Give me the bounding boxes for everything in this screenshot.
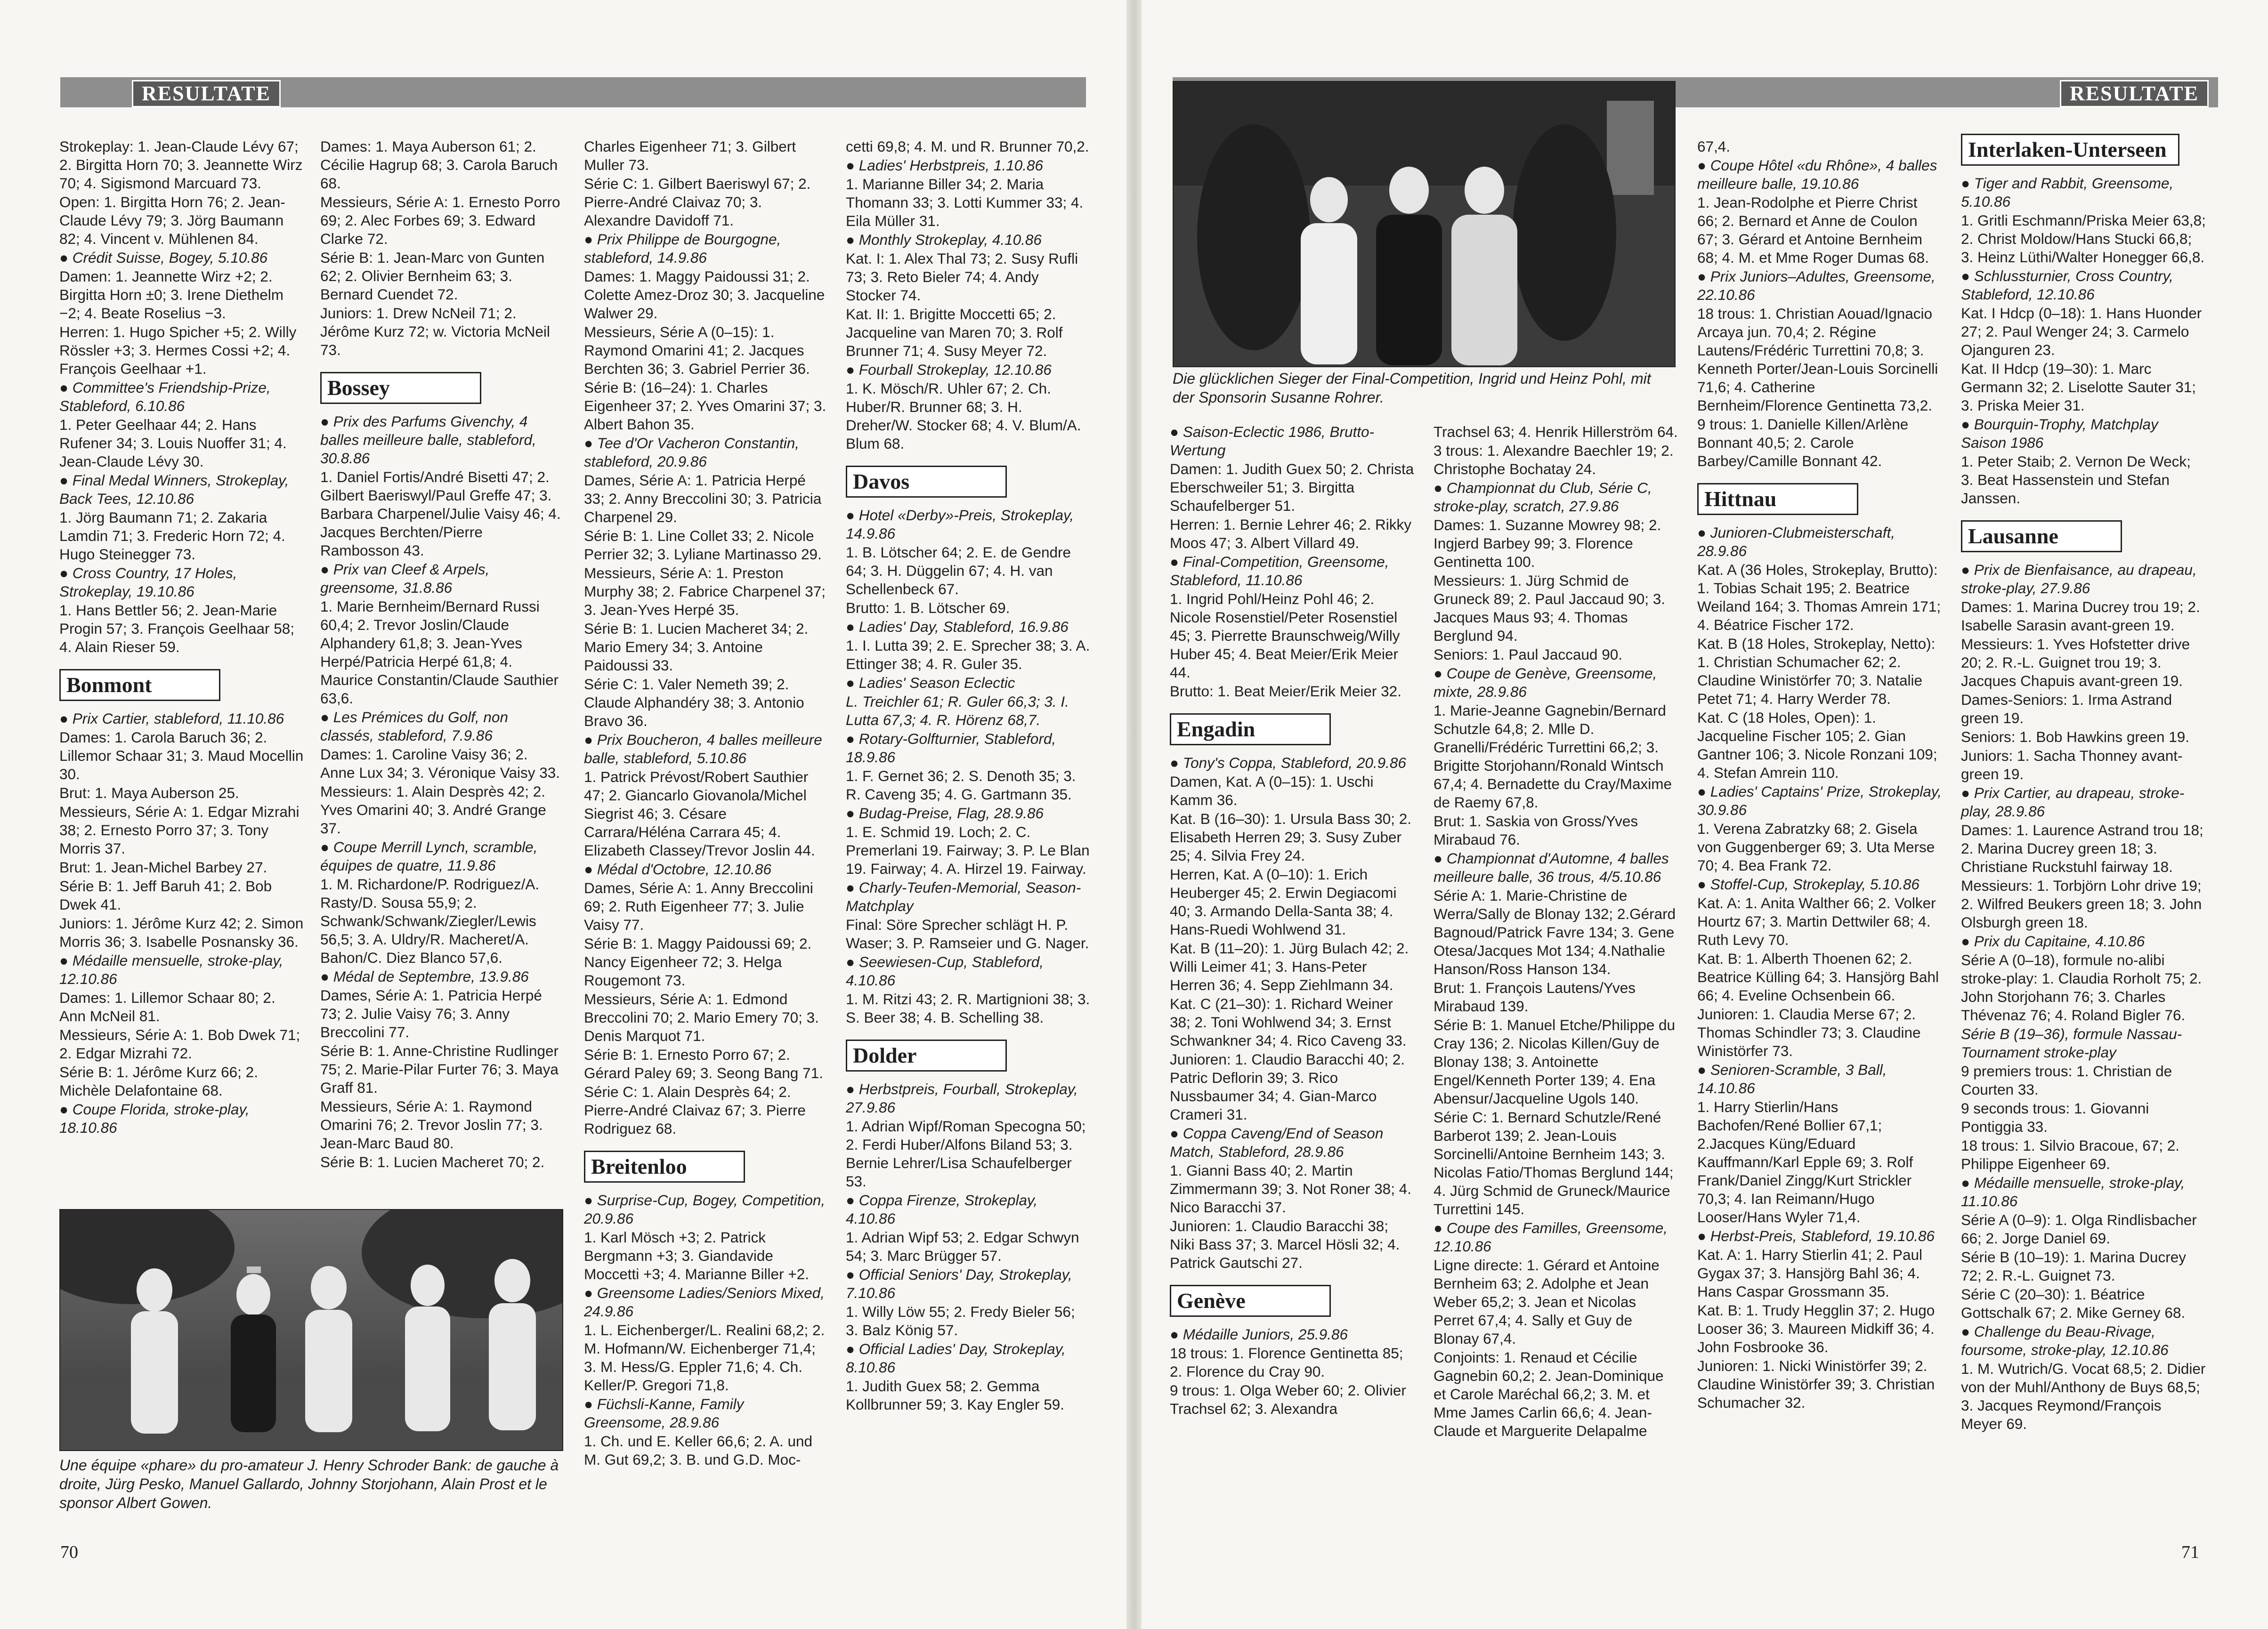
- text-block: Final: Söre Sprecher schlägt H. P. Waser; 3. P. Ramseier und G. Nager.: [846, 916, 1089, 952]
- event-line: ● Prix des Parfums Givenchy, 4 balles meilleure balle, stableford, 30.8.86: [320, 413, 536, 467]
- event-line: ● Stoffel-Cup, Strokeplay, 5.10.86: [1697, 876, 1920, 893]
- event-line: ● Coppa Firenze, Strokeplay, 4.10.86: [846, 1192, 1038, 1227]
- text-block: 1. Patrick Prévost/Robert Sauthier 47; 2. Giancarlo Giovanola/Michel Siegrist 46; 3. Césare Carrara/Héléna Carrara 45; 4. Elizabeth Classey/Trevor Joslin 44.: [584, 768, 815, 859]
- event-line: ● Rotary-Golfturnier, Stableford, 18.9.86: [846, 730, 1056, 766]
- text-block: 1. Gianni Bass 40; 2. Martin Zimmermann 39; 3. Not Roner 38; 4. Nico Baracchi 37.: [1170, 1162, 1411, 1216]
- event-line: ● Championnat d'Automne, 4 balles meilleure balle, 36 trous, 4/5.10.86: [1434, 850, 1669, 885]
- event-line: ● Ladies' Captains' Prize, Strokeplay, 30.9.86: [1697, 783, 1942, 818]
- club-heading: Hittnau: [1697, 483, 1858, 515]
- text-block: 1. M. Ritzi 43; 2. R. Martignioni 38; 3. S. Beer 38; 4. B. Schelling 38.: [846, 991, 1090, 1026]
- event-line: ● Ladies' Herbstpreis, 1.10.86: [846, 157, 1044, 174]
- text-block: 1. Marie Bernheim/Bernard Russi 60,4; 2. Trevor Joslin/Claude Alphandery 61,8; 3. Jean-Yves Herpé/Patricia Herpé 61,8; 4. Maurice Constantin/Claude Sauthier 63,6.: [320, 598, 559, 707]
- text-block: Série B (10–19): 1. Marina Ducrey 72; 2. R.-L. Guignet 73.: [1961, 1249, 2186, 1284]
- text-block: Série B: 1. Anne-Christine Rudlinger 75; 2. Marie-Pilar Furter 76; 3. Maya Graff 81.: [320, 1042, 559, 1096]
- column-4: [846, 137, 1091, 1414]
- text-block: 1. Peter Staib; 2. Vernon De Weck; 3. Beat Hassenstein und Stefan Janssen.: [1961, 453, 2191, 507]
- text-block: Dames: 1. Maggy Paidoussi 31; 2. Colette Amez-Droz 30; 3. Jacqueline Walwer 29.: [584, 268, 825, 322]
- event-line: ● Official Ladies' Day, Strokeplay, 8.10.86: [846, 1340, 1066, 1376]
- event-line: ● Prix Juniors–Adultes, Greensome, 22.10.86: [1697, 268, 1936, 303]
- text-block: Juniors: 1. Jérôme Kurz 42; 2. Simon Morris 36; 3. Isabelle Posnansky 36.: [59, 915, 304, 950]
- event-line: ● Tee d'Or Vacheron Constantin, stableford, 20.9.86: [584, 435, 799, 470]
- winners-photo: [1173, 81, 1676, 367]
- text-block: Dames, Série A: 1. Patricia Herpé 33; 2. Anny Breccolini 30; 3. Patricia Charpenel 29.: [584, 472, 822, 525]
- text-block: Strokeplay: 1. Jean-Claude Lévy 67; 2. Birgitta Horn 70; 3. Jeannette Wirz 70; 4. Sigismond Marcuard 73.: [59, 138, 303, 192]
- event-line: ● Monthly Strokeplay, 4.10.86: [846, 231, 1042, 248]
- text-block: Junioren: 1. Nicki Winistörfer 39; 2. Claudine Winistörfer 39; 3. Christian Schumacher 32.: [1697, 1357, 1935, 1411]
- text-block: Série A: 1. Marie-Christine de Werra/Sally de Blonay 132; 2.Gérard Bagnoud/Patrick Favre 134; 3. Gene Otesa/Jacques Mot 134; 4.Nathalie Hanson/Ross Hanson 134.: [1434, 887, 1676, 977]
- text-block: Dames: 1. Laurence Astrand trou 18; 2. Marina Ducrey green 18; 3. Christiane Ruckstuhl fairway 18.: [1961, 822, 2203, 875]
- club-heading: Lausanne: [1961, 520, 2122, 552]
- text-block: 1. M. Richardone/P. Rodriguez/A. Rasty/D. Sousa 55,9; 2. Schwank/Schwank/Ziegler/Lewis 56,5; 3. A. Uldry/R. Macheret/A. Bahon/C. Diez Blanco 57,6.: [320, 876, 540, 966]
- text-block: Damen: 1. Jeannette Wirz +2; 2. Birgitta Horn ±0; 3. Irene Diethelm −2; 4. Beate Roselius −3.: [59, 268, 284, 322]
- event-line: ● Prix Philippe de Bourgogne, stableford, 14.9.86: [584, 231, 781, 266]
- event-line: ● Official Seniors' Day, Strokeplay, 7.10.86: [846, 1266, 1072, 1301]
- event-line: ● Prix du Capitaine, 4.10.86: [1961, 933, 2145, 950]
- event-line: ● Prix Cartier, stableford, 11.10.86: [59, 710, 284, 727]
- text-block: 1. I. Lutta 39; 2. E. Sprecher 38; 3. A. Ettinger 38; 4. R. Guler 35.: [846, 637, 1090, 672]
- event-line: ● Prix de Bienfaisance, au drapeau, stroke-play, 27.9.86: [1961, 561, 2197, 597]
- text-block: Série B: 1. Jean-Marc von Gunten 62; 2. Olivier Bernheim 63; 3. Bernard Cuendet 72.: [320, 249, 545, 303]
- event-line: ● Tony's Coppa, Stableford, 20.9.86: [1170, 754, 1406, 771]
- text-block: Kat. B (11–20): 1. Jürg Bulach 42; 2. Willi Leimer 41; 3. Hans-Peter Herren 36; 4. Sepp Ziehlmann 34.: [1170, 940, 1409, 993]
- text-block: Kat. A: 1. Harry Stierlin 41; 2. Paul Gygax 37; 3. Hansjörg Bahl 36; 4. Hans Caspar Grossmann 35.: [1697, 1246, 1922, 1300]
- text-block: Kat. I: 1. Alex Thal 73; 2. Susy Rufli 73; 3. Reto Bieler 74; 4. Andy Stocker 74.: [846, 250, 1078, 304]
- text-block: 1. Willy Löw 55; 2. Fredy Bieler 56; 3. Balz König 57.: [846, 1303, 1075, 1339]
- text-block: 1. Adrian Wipf 53; 2. Edgar Schwyn 54; 3. Marc Brügger 57.: [846, 1229, 1079, 1264]
- text-block: Brut: 1. Jean-Michel Barbey 27.: [59, 859, 267, 876]
- event-line: ● Cross Country, 17 Holes, Strokeplay, 19.10.86: [59, 565, 237, 600]
- column-2: [320, 137, 565, 1172]
- event-line: ● Herbstpreis, Fourball, Strokeplay, 27.9.86: [846, 1081, 1078, 1116]
- text-block: Kat. A (36 Holes, Strokeplay, Brutto): 1. Tobias Schait 195; 2. Beatrice Weiland 164; 3. Thomas Amrein 171; 4. Béatrice Fischer 172.: [1697, 561, 1941, 633]
- text-block: L. Treichler 61; R. Guler 66,3; 3. I. Lutta 67,3; 4. R. Hörenz 68,7.: [846, 693, 1069, 728]
- text-block: 1. Ingrid Pohl/Heinz Pohl 46; 2. Nicole Rosenstiel/Peter Rosenstiel 45; 3. Pierrette Braunschweig/Willy Huber 45; 4. Beat Meier/Erik Meier 44.: [1170, 590, 1400, 681]
- event-line: ● Championnat du Club, Série C, stroke-play, scratch, 27.9.86: [1434, 479, 1652, 515]
- event-line: ● Challenge du Beau-Rivage, foursome, stroke-play, 12.10.86: [1961, 1323, 2169, 1358]
- text-block: Dames, Série A: 1. Patricia Herpé 73; 2. Julie Vaisy 76; 3. Anny Breccolini 77.: [320, 987, 542, 1040]
- text-block: Kat. II: 1. Brigitte Moccetti 65; 2. Jacqueline van Maren 70; 3. Rolf Brunner 71; 4. Susy Meyer 72.: [846, 306, 1063, 359]
- event-line: ● Hotel «Derby»-Preis, Strokeplay, 14.9.86: [846, 507, 1074, 542]
- text-block: Dames, Série A: 1. Anny Breccolini 69; 2. Ruth Eigenheer 77; 3. Julie Vaisy 77.: [584, 879, 813, 933]
- text-block: Messieurs: 1. Yves Hofstetter drive 20; 2. R.-L. Guignet trou 19; 3. Jacques Chapuis avant-green 19.: [1961, 636, 2190, 689]
- text-block: Dames: 1. Suzanne Mowrey 98; 2. Ingjerd Barbey 99; 3. Florence Gentinetta 100.: [1434, 516, 1661, 570]
- text-block: 1. Daniel Fortis/André Bisetti 47; 2. Gilbert Baeriswyl/Paul Greffe 47; 3. Barbara Charpenel/Julie Vaisy 46; 4. Jacques Berchten/Pierre Rambosson 43.: [320, 468, 561, 559]
- event-line: ● Saison-Eclectic 1986, Brutto-Wertung: [1170, 423, 1374, 459]
- event-line: ● Coupe Merrill Lynch, scramble, équipes de quatre, 11.9.86: [320, 839, 538, 874]
- text-block: Kat. II Hdcp (19–30): 1. Marc Germann 32; 2. Liselotte Sauter 31; 3. Priska Meier 31.: [1961, 360, 2196, 414]
- text-block: 9 seconds trous: 1. Giovanni Pontiggia 33.: [1961, 1100, 2149, 1135]
- text-block: Messieurs, Série A: 1. Edgar Mizrahi 38; 2. Ernesto Porro 37; 3. Tony Morris 37.: [59, 803, 300, 857]
- team-photo-image: [60, 1210, 562, 1450]
- winners-photo-image: [1174, 82, 1675, 366]
- text-block: Série B: 1. Lucien Macheret 34; 2. Mario Emery 34; 3. Antoine Paidoussi 33.: [584, 620, 809, 674]
- left-header-band: [60, 77, 1086, 107]
- text-block: Série B: 1. Line Collet 33; 2. Nicole Perrier 32; 3. Lyliane Martinasso 29.: [584, 527, 822, 563]
- text-block: Brut: 1. Saskia von Gross/Yves Mirabaud 76.: [1434, 813, 1638, 848]
- text-block: Série B: 1. Lucien Macheret 70; 2.: [320, 1153, 545, 1170]
- text-block: Ligne directe: 1. Gérard et Antoine Bernheim 63; 2. Adolphe et Jean Weber 65,2; 3. Jean et Nicolas Perret 67,4; 4. Sally et Guy de Blonay 67,4.: [1434, 1257, 1660, 1347]
- text-block: Messieurs, Série A: 1. Bob Dwek 71; 2. Edgar Mizrahi 72.: [59, 1026, 300, 1062]
- text-block: Messieurs: 1. Jürg Schmid de Gruneck 89; 2. Paul Jaccaud 90; 3. Jacques Maus 93; 4. Thomas Berglund 94.: [1434, 572, 1666, 644]
- text-block: Kat. A: 1. Anita Walther 66; 2. Volker Hourtz 67; 3. Martin Dettwiler 68; 4. Ruth Levy 70.: [1697, 895, 1936, 948]
- event-line: ● Final Medal Winners, Strokeplay, Back Tees, 12.10.86: [59, 472, 289, 507]
- text-block: 1. Karl Mösch +3; 2. Patrick Bergmann +3; 3. Giandavide Moccetti +3; 4. Marianne Biller +2.: [584, 1229, 809, 1282]
- book-gutter: [1126, 0, 1142, 1629]
- text-block: Messieurs: 1. Torbjörn Lohr drive 19; 2. Wilfred Beukers green 18; 3. John Olsburgh green 18.: [1961, 877, 2202, 931]
- text-block: 1. Jean-Rodolphe et Pierre Christ 66; 2. Bernard et Anne de Coulon 67; 3. Gérard et Antoine Bernheim 68; 4. M. et Mme Roger Dumas 68.: [1697, 194, 1929, 266]
- text-block: Série A (0–9): 1. Olga Rindlisbacher 66; 2. Jorge Daniel 69.: [1961, 1211, 2197, 1247]
- column-1: [59, 137, 304, 1137]
- event-line: ● Crédit Suisse, Bogey, 5.10.86: [59, 249, 268, 266]
- text-block: Dames: 1. Maya Auberson 61; 2. Cécilie Hagrup 68; 3. Carola Baruch 68.: [320, 138, 558, 192]
- event-line: ● Final-Competition, Greensome, Stableford, 11.10.86: [1170, 553, 1389, 589]
- text-block: Série B: 1. Ernesto Porro 67; 2. Gérard Paley 69; 3. Seong Bang 71.: [584, 1046, 823, 1081]
- text-block: Dames: 1. Carola Baruch 36; 2. Lillemor Schaar 31; 3. Maud Mocellin 30.: [59, 729, 304, 782]
- column-3: [584, 137, 829, 1469]
- text-block: Kat. B (18 Holes, Strokeplay, Netto): 1. Christian Schumacher 62; 2. Claudine Winistörfer 70; 3. Natalie Petet 71; 4. Harry Werder 78.: [1697, 635, 1936, 707]
- text-block: Série C: 1. Bernard Schutzle/René Barberot 139; 2. Jean-Louis Sorcinelli/Antoine Bernheim 143; 3. Nicolas Fatio/Thomas Berglund 144; 4. Jürg Schmid de Gruneck/Maurice Turrettini 145.: [1434, 1109, 1674, 1218]
- event-line: ● Coupe des Familles, Greensome, 12.10.86: [1434, 1219, 1668, 1255]
- text-block: 18 trous: 1. Silvio Bracoue, 67; 2. Philippe Eigenheer 69.: [1961, 1137, 2180, 1172]
- text-block: 1. M. Wutrich/G. Vocat 68,5; 2. Didier von der Muhl/Anthony de Buys 68,5; 3. Jacques Reymond/François Meyer 69.: [1961, 1360, 2206, 1432]
- text-block: Dames: 1. Marina Ducrey trou 19; 2. Isabelle Sarasin avant-green 19.: [1961, 598, 2200, 634]
- text-block: Brut: 1. Maya Auberson 25.: [59, 784, 239, 801]
- event-line: ● Coupe Hôtel «du Rhône», 4 balles meilleure balle, 19.10.86: [1697, 157, 1937, 192]
- club-heading: Engadin: [1170, 713, 1331, 745]
- text-block: Seniors: 1. Bob Hawkins green 19.: [1961, 728, 2190, 745]
- club-heading: Interlaken-Unterseen: [1961, 134, 2179, 166]
- winners-photo-caption: Die glücklichen Sieger der Final-Competition, Ingrid und Heinz Pohl, mit der Sponsorin Susanne Rohrer.: [1173, 370, 1651, 406]
- text-block: 1. Hans Bettler 56; 2. Jean-Marie Progin 57; 3. François Geelhaar 58; 4. Alain Rieser 59.: [59, 602, 295, 655]
- column-7: [1697, 137, 1942, 1412]
- text-block: Série C: 1. Valer Nemeth 39; 2. Claude Alphandéry 38; 3. Antonio Bravo 36.: [584, 676, 804, 729]
- text-block: Brut: 1. François Lautens/Yves Mirabaud 139.: [1434, 979, 1636, 1015]
- text-block: Kat. B (16–30): 1. Ursula Bass 30; 2. Elisabeth Herren 29; 3. Susy Zuber 25; 4. Silvia Frey 24.: [1170, 810, 1412, 864]
- page-number-right: 71: [2181, 1542, 2199, 1562]
- text-block: Brutto: 1. Beat Meier/Erik Meier 32.: [1170, 683, 1401, 700]
- text-block: 9 trous: 1. Olga Weber 60; 2. Olivier Trachsel 62; 3. Alexandra: [1170, 1382, 1406, 1417]
- text-block: Série B: 1. Jérôme Kurz 66; 2. Michèle Delafontaine 68.: [59, 1064, 258, 1099]
- text-block: 1. Judith Guex 58; 2. Gemma Kollbrunner 59; 3. Kay Engler 59.: [846, 1378, 1065, 1413]
- text-block: Herren: 1. Hugo Spicher +5; 2. Willy Rössler +3; 3. Hermes Cossi +2; 4. François Geelhaar +1.: [59, 323, 297, 377]
- text-block: Messieurs, Série A: 1. Preston Murphy 38; 2. Fabrice Charpenel 37; 3. Jean-Yves Herpé 35.: [584, 565, 826, 618]
- text-block: Série B: (16–24): 1. Charles Eigenheer 37; 2. Yves Omarini 37; 3. Albert Bahon 35.: [584, 379, 826, 433]
- event-line: ● Coupe de Genève, Greensome, mixte, 28.9.86: [1434, 665, 1657, 700]
- event-line: ● Ladies' Season Eclectic: [846, 674, 1015, 691]
- text-block: cetti 69,8; 4. M. und R. Brunner 70,2.: [846, 138, 1089, 155]
- event-line: ● Médaille mensuelle, stroke-play, 12.10.86: [59, 952, 284, 987]
- text-block: Série C: 1. Gilbert Baeriswyl 67; 2. Pierre-André Claivaz 70; 3. Alexandre Davidoff 71.: [584, 175, 811, 229]
- text-block: Conjoints: 1. Renaud et Cécilie Gagnebin 60,2; 2. Jean-Dominique et Carole Maréchal 66,2; 3. M. et Mme James Carlin 66,6; 4. Jean-Claude et Marguerite Delapalme: [1434, 1349, 1664, 1439]
- text-block: Brutto: 1. B. Lötscher 69.: [846, 599, 1010, 616]
- event-line: ● Füchsli-Kanne, Family Greensome, 28.9.86: [584, 1395, 744, 1431]
- text-block: 67,4.: [1697, 138, 1731, 155]
- text-block: Messieurs: 1. Alain Desprès 42; 2. Yves Omarini 40; 3. André Grange 37.: [320, 783, 546, 837]
- event-line: ● Committee's Friendship-Prize, Stableford, 6.10.86: [59, 379, 271, 414]
- event-line: ● Junioren-Clubmeisterschaft, 28.9.86: [1697, 524, 1895, 559]
- event-line: ● Médal d'Octobre, 12.10.86: [584, 861, 772, 878]
- club-heading: Dolder: [846, 1040, 1007, 1072]
- text-block: Kat. B: 1. Trudy Hegglin 37; 2. Hugo Looser 36; 3. Maureen Midkiff 36; 4. John Fosbrooke 36.: [1697, 1302, 1935, 1355]
- event-line: ● Bourquin-Trophy, Matchplay Saison 1986: [1961, 416, 2158, 451]
- text-block: Série C (20–30): 1. Béatrice Gottschalk 67; 2. Mike Gerney 68.: [1961, 1286, 2186, 1321]
- text-block: Messieurs, Série A: 1. Raymond Omarini 76; 2. Trevor Joslin 77; 3. Jean-Marc Baud 80.: [320, 1098, 543, 1152]
- text-block: Open: 1. Birgitta Horn 76; 2. Jean-Claude Lévy 79; 3. Jörg Baumann 82; 4. Vincent v. Mühlenen 84.: [59, 194, 285, 247]
- text-block: 1. Ch. und E. Keller 66,6; 2. A. und M. Gut 69,2; 3. B. und G.D. Moc-: [584, 1433, 813, 1468]
- text-block: Série A (0–18), formule no-alibi stroke-play: 1. Claudia Rorholt 75; 2. John Storjohann 76; 3. Charles Thévenaz 76; 4. Roland Bigler 76.: [1961, 952, 2202, 1024]
- text-block: Série B: 1. Manuel Etche/Philippe du Cray 136; 2. Nicolas Killen/Guy de Blonay 138; 3. Antoinette Engel/Kenneth Porter 139; 4. Ena Abensur/Jacqueline Ugols 140.: [1434, 1016, 1676, 1107]
- left-section-tag: RESULTATE: [132, 80, 281, 107]
- event-line: ● Senioren-Scramble, 3 Ball, 14.10.86: [1697, 1061, 1887, 1097]
- club-heading: Bossey: [320, 372, 481, 404]
- text-block: 18 trous: 1. Christian Aouad/Ignacio Arcaya jun. 70,4; 2. Régine Lautens/Frédéric Turrettini 70,8; 3. Kenneth Porter/Jean-Louis Sorcinelli 71,6; 4. Catherine Bernheim/Florence Gentinetta 73,2.: [1697, 305, 1938, 414]
- text-block: Damen, Kat. A (0–15): 1. Uschi Kamm 36.: [1170, 773, 1374, 808]
- text-block: Série C: 1. Alain Desprès 64; 2. Pierre-André Claivaz 67; 3. Pierre Rodriguez 68.: [584, 1083, 806, 1137]
- text-block: 1. Gritli Eschmann/Priska Meier 63,8; 2. Christ Moldow/Hans Stucki 66,8; 3. Heinz Lüthi/Walter Honegger 66,8.: [1961, 212, 2206, 266]
- text-block: Kat. C (18 Holes, Open): 1. Jacqueline Fischer 105; 2. Gian Gantner 106; 3. Nicole Ronzani 109; 4. Stefan Amrein 110.: [1697, 709, 1937, 781]
- event-line: ● Fourball Strokeplay, 12.10.86: [846, 361, 1052, 378]
- text-block: Juniors: 1. Sacha Thonney avant-green 19.: [1961, 747, 2183, 782]
- event-line: ● Charly-Teufen-Memorial, Season-Matchplay: [846, 879, 1081, 914]
- column-5: [1170, 423, 1415, 1419]
- text-block: 9 trous: 1. Danielle Killen/Arlène Bonnant 40,5; 2. Carole Barbey/Camille Bonnant 42.: [1697, 416, 1909, 469]
- text-block: Charles Eigenheer 71; 3. Gilbert Muller 73.: [584, 138, 796, 173]
- text-block: Kat. B: 1. Alberth Thoenen 62; 2. Beatrice Külling 64; 3. Hansjörg Bahl 66; 4. Eveline Ochsenbein 66.: [1697, 950, 1939, 1004]
- text-block: Messieurs, Série A (0–15): 1. Raymond Omarini 41; 2. Jacques Berchten 36; 3. Gabriel Perrier 36.: [584, 323, 810, 377]
- text-block: Messieurs, Série A: 1. Ernesto Porro 69; 2. Alec Forbes 69; 3. Edward Clarke 72.: [320, 194, 560, 247]
- event-line: ● Ladies' Day, Stableford, 16.9.86: [846, 618, 1069, 635]
- event-line: ● Coupe Florida, stroke-play, 18.10.86: [59, 1101, 250, 1136]
- text-block: Dames: 1. Caroline Vaisy 36; 2. Anne Lux 34; 3. Véronique Vaisy 33.: [320, 746, 560, 781]
- event-line: ● Greensome Ladies/Seniors Mixed, 24.9.86: [584, 1284, 825, 1320]
- text-block: Série B: 1. Maggy Paidoussi 69; 2. Nancy Eigenheer 72; 3. Helga Rougemont 73.: [584, 935, 812, 989]
- text-block: Kat. C (21–30): 1. Richard Weiner 38; 2. Toni Wohlwend 34; 3. Ernst Schwankner 34; 4. Rico Caveng 33.: [1170, 995, 1407, 1049]
- text-block: Junioren: 1. Claudio Baracchi 38; Niki Bass 37; 3. Marcel Hösli 32; 4. Patrick Gautschi 27.: [1170, 1218, 1400, 1271]
- event-line: ● Budag-Preise, Flag, 28.9.86: [846, 805, 1044, 822]
- text-block: 1. E. Schmid 19. Loch; 2. C. Premerlani 19. Fairway; 3. P. Le Blan 19. Fairway; 4. A. Hirzel 19. Fairway.: [846, 823, 1090, 877]
- club-heading: Genève: [1170, 1285, 1331, 1317]
- event-line: ● Coppa Caveng/End of Season Match, Stableford, 28.9.86: [1170, 1125, 1384, 1160]
- event-line: ● Schlussturnier, Cross Country, Stableford, 12.10.86: [1961, 267, 2173, 303]
- text-block: 9 premiers trous: 1. Christian de Courten 33.: [1961, 1063, 2172, 1098]
- club-heading: Davos: [846, 466, 1007, 498]
- text-block: Juniors: 1. Drew NcNeil 71; 2. Jérôme Kurz 72; w. Victoria McNeil 73.: [320, 305, 550, 358]
- team-photo: [59, 1209, 563, 1451]
- event-line: ● Surprise-Cup, Bogey, Competition, 20.9.86: [584, 1192, 826, 1227]
- text-block: 1. K. Mösch/R. Uhler 67; 2. Ch. Huber/R. Brunner 68; 3. H. Dreher/W. Stocker 68; 4. V. Blum/A. Blum 68.: [846, 380, 1081, 452]
- text-block: Herren, Kat. A (0–10): 1. Erich Heuberger 45; 2. Erwin Degiacomi 40; 3. Armando Della-Santa 38; 4. Hans-Ruedi Wohlwend 31.: [1170, 866, 1397, 938]
- text-block: Herren: 1. Bernie Lehrer 46; 2. Rikky Moos 47; 3. Albert Villard 49.: [1170, 516, 1411, 551]
- text-block: Junioren: 1. Claudia Merse 67; 2. Thomas Schindler 73; 3. Claudine Winistörfer 73.: [1697, 1006, 1921, 1059]
- event-line: ● Prix van Cleef & Arpels, greensome, 31.8.86: [320, 561, 490, 596]
- text-block: 1. Verena Zabratzky 68; 2. Gisela von Guggenberger 69; 3. Uta Merse 70; 4. Bea Frank 72.: [1697, 820, 1935, 874]
- text-block: Junioren: 1. Claudio Baracchi 40; 2. Patric Deflorin 39; 3. Rico Nussbaumer 34; 4. Gian-Marco Crameri 31.: [1170, 1051, 1405, 1123]
- text-block: Messieurs, Série A: 1. Edmond Breccolini 70; 2. Mario Emery 70; 3. Denis Marquot 71.: [584, 991, 819, 1044]
- text-block: Seniors: 1. Paul Jaccaud 90.: [1434, 646, 1622, 663]
- text-block: 1. F. Gernet 36; 2. S. Denoth 35; 3. R. Caveng 35; 4. G. Gartmann 35.: [846, 767, 1076, 803]
- event-line: ● Médal de Septembre, 13.9.86: [320, 968, 529, 985]
- club-heading: Breitenloo: [584, 1151, 745, 1183]
- text-block: Série B: 1. Jeff Baruh 41; 2. Bob Dwek 41.: [59, 878, 272, 913]
- page-number-left: 70: [60, 1542, 78, 1562]
- column-6: [1434, 423, 1678, 1441]
- text-block: 3 trous: 1. Alexandre Baechler 19; 2. Christophe Bochatay 24.: [1434, 442, 1674, 477]
- event-line: ● Seewiesen-Cup, Stableford, 4.10.86: [846, 953, 1044, 989]
- text-block: Dames: 1. Lillemor Schaar 80; 2. Ann McNeil 81.: [59, 989, 275, 1024]
- text-block: Dames-Seniors: 1. Irma Astrand green 19.: [1961, 691, 2172, 726]
- text-block: 1. Marie-Jeanne Gagnebin/Bernard Schutzle 64,8; 2. Mlle D. Granelli/Frédéric Turrettini 66,2; 3. Brigitte Storjohann/Ronald Wintsch 67,4; 4. Bernadette du Cray/Maxime de Raemy 67,8.: [1434, 702, 1672, 811]
- text-block: Trachsel 63; 4. Henrik Hillerström 64.: [1434, 423, 1678, 440]
- event-line: ● Les Prémices du Golf, non classés, stableford, 7.9.86: [320, 709, 508, 744]
- text-block: 1. Marianne Biller 34; 2. Maria Thomann 33; 3. Lotti Kummer 33; 4. Eila Müller 31.: [846, 176, 1084, 229]
- text-block: 1. Harry Stierlin/Hans Bachofen/René Bollier 67,1; 2.Jacques Küng/Eduard Kauffmann/Karl Epple 69; 3. Rolf Frank/Daniel Zingg/Kurt Strickler 70,3; 4. Ian Reimann/Hugo Looser/Hans Wyler 71,4.: [1697, 1098, 1913, 1226]
- text-block: 1. L. Eichenberger/L. Realini 68,2; 2. M. Hofmann/W. Eichenberger 71,4; 3. M. Hess/G. Eppler 71,6; 4. Ch. Keller/P. Gregori 71,8.: [584, 1322, 825, 1394]
- event-line: ● Médaille Juniors, 25.9.86: [1170, 1326, 1348, 1343]
- text-block: Kat. I Hdcp (0–18): 1. Hans Huonder 27; 2. Paul Wenger 24; 3. Carmelo Ojanguren 23.: [1961, 305, 2202, 358]
- event-line: ● Herbst-Preis, Stableford, 19.10.86: [1697, 1227, 1935, 1244]
- text-block: 1. Peter Geelhaar 44; 2. Hans Rufener 34; 3. Louis Nuoffer 31; 4. Jean-Claude Lévy 30.: [59, 416, 287, 470]
- event-line: ● Médaille mensuelle, stroke-play, 11.10.86: [1961, 1174, 2185, 1210]
- text-block: Série B (19–36), formule Nassau-Tournament stroke-play: [1961, 1025, 2182, 1061]
- event-line: ● Tiger and Rabbit, Greensome, 5.10.86: [1961, 175, 2174, 210]
- team-photo-caption: Une équipe «phare» du pro-amateur J. Henry Schroder Bank: de gauche à droite, Jürg Pesko, Manuel Gallardo, Johnny Storjohann, Alain Prost et le sponsor Albert Gowen.: [59, 1457, 559, 1511]
- club-heading: Bonmont: [59, 669, 220, 701]
- event-line: ● Prix Boucheron, 4 balles meilleure balle, stableford, 5.10.86: [584, 731, 822, 766]
- text-block: 1. Adrian Wipf/Roman Specogna 50; 2. Ferdi Huber/Alfons Biland 53; 3. Bernie Lehrer/Lisa Schaufelberger 53.: [846, 1118, 1086, 1190]
- text-block: Damen: 1. Judith Guex 50; 2. Christa Eberschweiler 51; 3. Birgitta Schaufelberger 51.: [1170, 460, 1414, 514]
- text-block: 1. B. Lötscher 64; 2. E. de Gendre 64; 3. H. Düggelin 67; 4. H. van Schellenbeck 67.: [846, 544, 1071, 597]
- event-line: ● Prix Cartier, au drapeau, stroke-play, 28.9.86: [1961, 784, 2185, 820]
- right-section-tag: RESULTATE: [2060, 80, 2209, 107]
- text-block: 1. Jörg Baumann 71; 2. Zakaria Lamdin 71; 3. Frederic Horn 72; 4. Hugo Steinegger 73.: [59, 509, 285, 563]
- column-8: [1961, 126, 2206, 1434]
- text-block: 18 trous: 1. Florence Gentinetta 85; 2. Florence du Cray 90.: [1170, 1345, 1403, 1380]
